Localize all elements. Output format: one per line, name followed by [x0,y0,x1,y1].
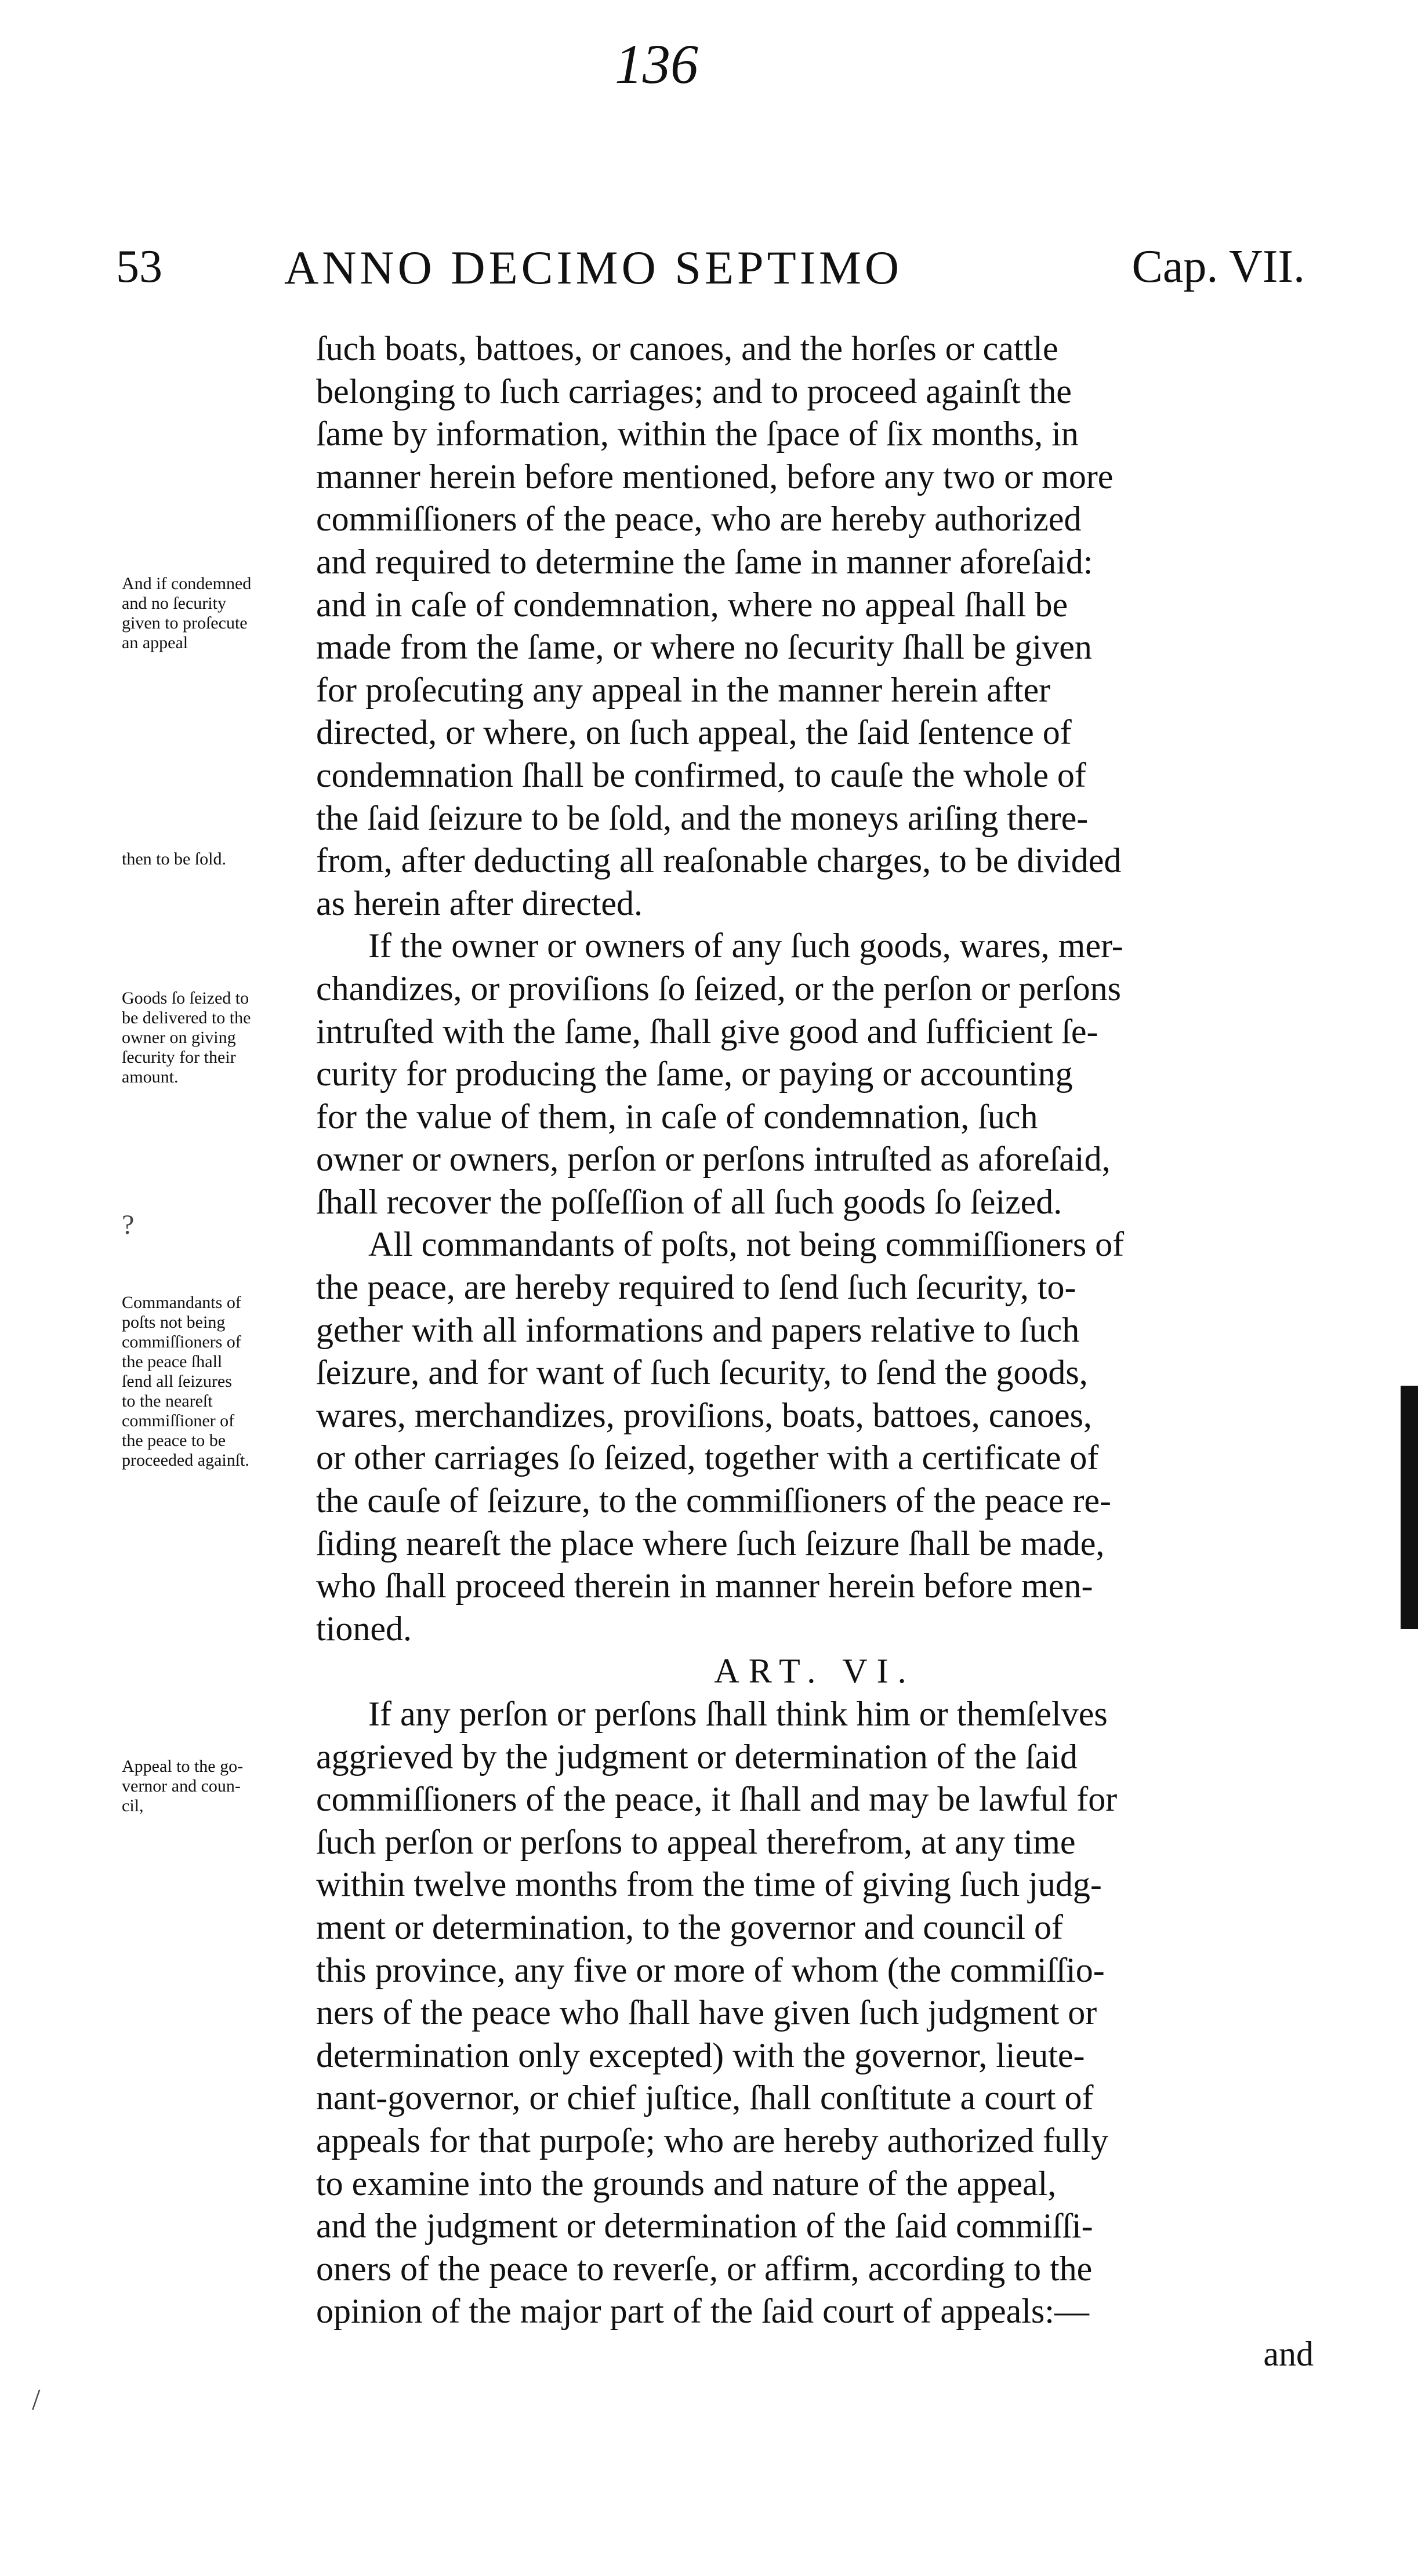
stray-ink-mark: ? [122,1209,135,1240]
catchword: and [1263,2334,1314,2373]
running-title: ANNO DECIMO SEPTIMO [284,241,903,294]
margin-note-condemned: And if condemned and no ſecurity given to proſecute an appeal [122,574,252,652]
article-heading: ART. VI. [714,1652,916,1691]
page-header [116,241,1305,310]
paragraph-seizure-condemnation: ſuch boats, battoes, or canoes, and the horſes or cattle belonging to ſuch carriages; and to proceed againſt the ſame by information, within the ſpace of ſix months, in manner herein before mentioned, before any two or more commiſſioners of the peace, who are hereby authorized and required to determine the ſame in manner aforeſaid: and in caſe of condemnation, where no appeal ſhall be made from the ſame, or where no ſecurity ſhall be given for proſecuting any appeal in the manner herein after directed, or where, on ſuch appeal, the ſaid ſentence of condemnation ſhall be confirmed, to cauſe the whole of the ſaid ſeizure to be ſold, and the moneys ariſing there- from, after deducting all reaſonable charges, to be divided as herein after directed. [316,329,1122,922]
stray-ink-mark: / [32,2384,41,2417]
handwritten-page-number: 136 [615,33,698,95]
chapter-label: Cap. VII. [1132,241,1305,292]
paragraph-commandants: All commandants of poſts, not being commiſſioners of the peace, are hereby required to ſend ſuch ſecurity, to- gether with all informations and papers relative to ſuch ſeizure, and for want of ſuch ſecurity, to ſend the goods, wares, merchandizes, proviſions, boats, battoes, canoes, or other carriages ſo ſeized, together with a certificate of the cauſe of ſeizure, to the commiſſioners of the peace re- ſiding neareſt the place where ſuch ſeizure ſhall be made, who ſhall proceed therein in manner herein before men- tioned. [316,1225,1125,1648]
paragraph-owner-security: If the owner or owners of any ſuch goods, wares, mer- chandizes, or proviſions ſo ſeized, or the perſon or perſons intruſted with the ſame, ſhall give good and ſufficient ſe- curity for producing the ſame, or paying or accounting for the value of them, in caſe of condemnation, ſuch owner or owners, perſon or perſons intruſted as aforeſaid, ſhall recover the poſſeſſion of all ſuch goods ſo ſeized. [316,927,1123,1221]
main-text-column [316,328,1314,2376]
margin-note-goods-delivered: Goods ſo ſeized to be delivered to the owner on giving ſecurity for their amount. [122,989,251,1087]
folio-number: 53 [116,241,162,292]
margin-note-appeal: Appeal to the go- vernor and coun- cil, [122,1757,244,1815]
margin-note-commandants: Commandants of poſts not being commiſſioners of the peace ſhall ſend all ſeizures to the neareſt commiſſioner of the peace to be proceeded againſt. [122,1293,249,1470]
paragraph-appeal: If any perſon or perſons ſhall think him or themſelves aggrieved by the judgment or determination of the ſaid commiſſioners of the peace, it ſhall and may be lawful for ſuch perſon or perſons to appeal therefrom, at any time within twelve months from the time of giving ſuch judg- ment or determination, to the governor and council of this province, any five or more of whom (the commiſſio- ners of the peace who ſhall have given ſuch judgment or determination only excepted) with the governor, lieute- nant-governor, or chief juſtice, ſhall conſtitute a court of appeals for that purpoſe; who are hereby authorized fully to examine into the grounds and nature of the appeal, and the judgment or determination of the ſaid commiſſi- oners of the peace to reverſe, or affirm, according to the opinion of the major part of the ſaid court of appeals:— [316,1695,1118,2331]
page-edge-dark-bar [1401,1386,1418,1629]
margin-note-sold: then to be ſold. [122,849,226,869]
